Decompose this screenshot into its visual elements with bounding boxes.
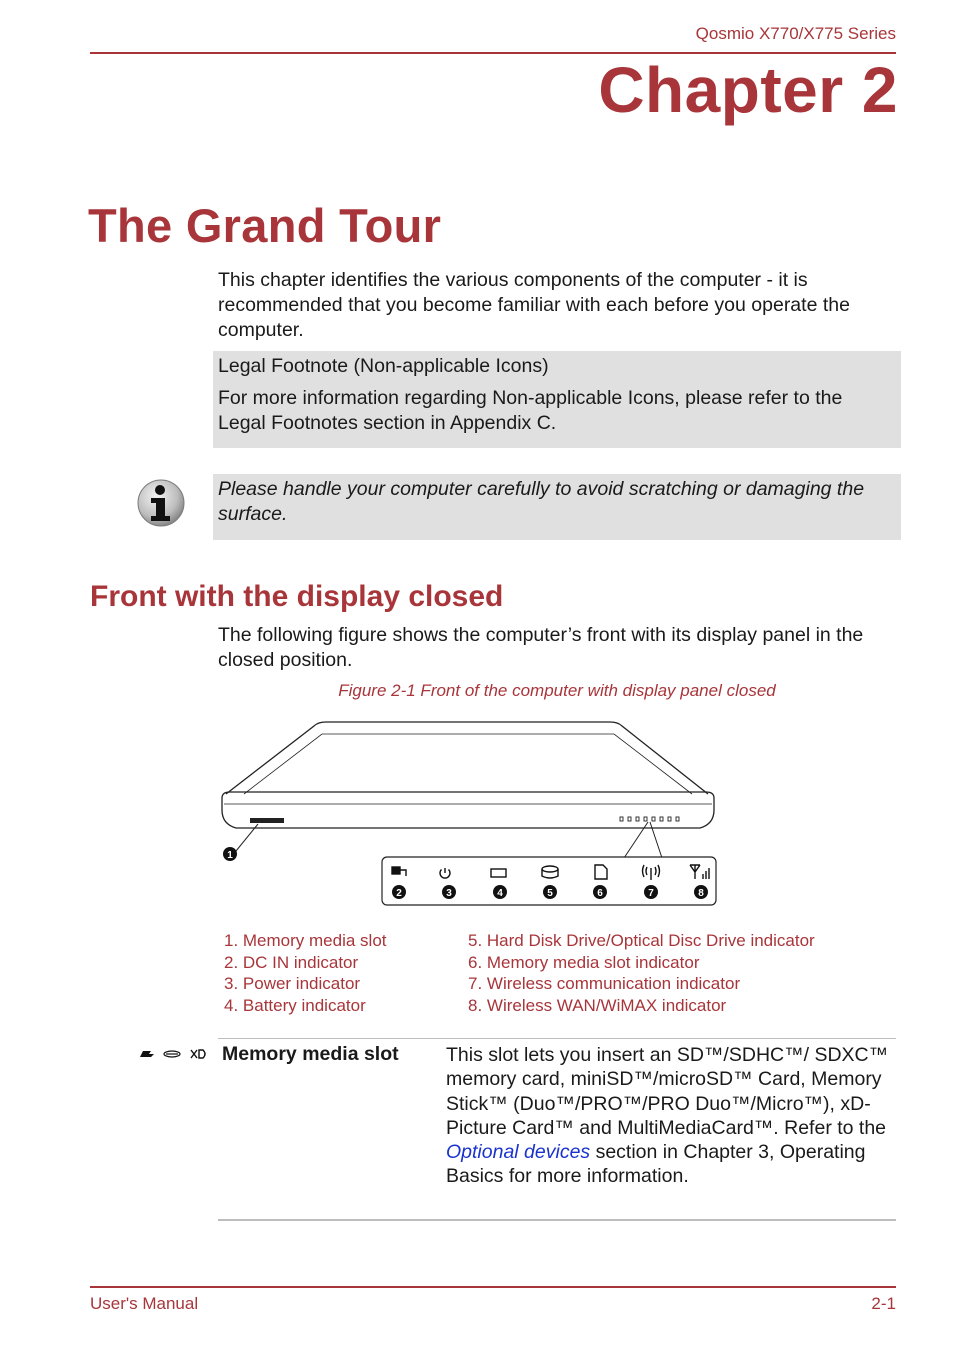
chapter-title: The Grand Tour: [88, 199, 442, 252]
callout-3: [442, 885, 456, 899]
sd-logo-icon: [140, 1051, 154, 1057]
callout-6-label: 6: [597, 888, 603, 899]
callout-2: [392, 885, 406, 899]
legend-item: 6. Memory media slot indicator: [468, 952, 700, 972]
callout-1: [223, 847, 237, 861]
figure-legend-left: [224, 930, 387, 1016]
section-heading: Front with the display closed: [90, 580, 504, 613]
callout-5: [543, 885, 557, 899]
legend-item: 7. Wireless communication indicator: [468, 974, 741, 993]
table-term: Memory media slot: [222, 1043, 399, 1065]
legend-item: 5. Hard Disk Drive/Optical Disc Drive indicator: [468, 931, 815, 950]
page-number: 2-1: [871, 1294, 896, 1313]
series-name: Qosmio X770/X775 Series: [695, 24, 896, 43]
callout-4-label: 4: [497, 888, 503, 899]
legend-item: 4. Battery indicator: [224, 995, 366, 1015]
front-indicator-lights: [620, 817, 679, 821]
description-text: This slot lets you insert an SD™/SDHC™/ SDXC™ memory card, miniSD™/microSD™ Card, Memory Stick™ (Duo™/PRO™/PRO Duo™/Micro™), xD-Picture Card™ and MultiMediaCard™. Refer to the: [446, 1044, 889, 1139]
table-bottom-rule: [218, 1219, 896, 1221]
footer-manual-name: User's Manual: [90, 1294, 199, 1313]
memory-slot-opening: [250, 818, 284, 823]
xd-logo-icon: [191, 1050, 205, 1058]
footer-rule: [90, 1286, 896, 1288]
section-paragraph: The following figure shows the computer’s front with its display panel in the closed position.: [218, 624, 864, 671]
table-top-rule: [218, 1038, 896, 1039]
info-icon: [137, 479, 185, 527]
media-logos: [139, 1046, 209, 1062]
legal-footnote-text: For more information regarding Non-applicable Icons, please refer to the Legal Footnotes section in Appendix C.: [218, 387, 843, 434]
callout-8-label: 8: [698, 888, 704, 899]
handling-note-text: Please handle your computer carefully to avoid scratching or damaging the surface.: [218, 478, 865, 525]
memory-stick-logo-icon: [164, 1051, 180, 1057]
laptop-lid-inner: [244, 734, 692, 794]
callout-5-label: 5: [547, 888, 553, 899]
legend-item: 1. Memory media slot: [224, 931, 387, 950]
legal-footnote-box: [213, 351, 901, 448]
callout-8: [694, 885, 708, 899]
callout-3-label: 3: [446, 888, 452, 899]
callout-7: [644, 885, 658, 899]
callout-4: [493, 885, 507, 899]
callout-1-label: 1: [227, 850, 233, 861]
figure-legend-right: [468, 930, 815, 1016]
chapter-number: Chapter 2: [598, 54, 898, 126]
figure-caption: Figure 2-1 Front of the computer with display panel closed: [338, 681, 776, 700]
legend-item: 2. DC IN indicator: [224, 952, 359, 972]
intro-paragraph: This chapter identifies the various components of the computer - it is recommended that you become familiar with each before you operate the computer.: [218, 269, 850, 341]
callout-6: [593, 885, 607, 899]
legal-footnote-heading: Legal Footnote (Non-applicable Icons): [218, 355, 549, 377]
laptop-lid-outline: [226, 722, 708, 794]
legend-item: 3. Power indicator: [224, 974, 361, 993]
laptop-body-outline: [222, 792, 714, 828]
laptop-front-figure: [218, 718, 718, 910]
handling-note-box: [213, 474, 901, 540]
callout-2-label: 2: [396, 888, 402, 899]
table-description: [446, 1043, 896, 1189]
optional-devices-link[interactable]: Optional devices: [446, 1141, 591, 1164]
callout-7-label: 7: [648, 888, 654, 899]
legend-item: 8. Wireless WAN/WiMAX indicator: [468, 995, 727, 1015]
description-text-end: section in Chapter 3, Operating Basics for more information.: [446, 1141, 866, 1188]
